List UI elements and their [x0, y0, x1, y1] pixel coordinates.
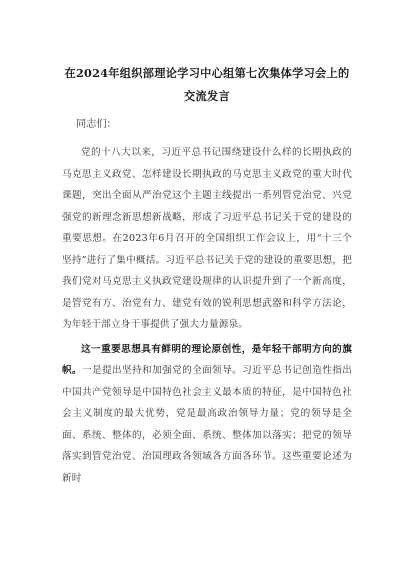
paragraph-1-text: 党的十八大以来，习近平总书记围绕建设什么样的长期执政的马克思主义政党、怎样建设长期执政的马克思主义政党的重大时代课题，突出全面从严治党这个主题主线提出一系列管党治党、兴党强党的新理念新思想新战略，形成了习近平总书记关于党的建设的重要思想。在2023年6月召开的全国组织工作会议上，用“十三个坚持”进行了集中概括。习近平总书记关于党的建设的重要思想，把我们党对马克思主义执政党建设规律的认识提升到了一个新高度，是管党有方、治党有力、建党有效的锐利思想武器和科学方法论，为年轻干部立身干事提供了强大力量源泉。: [62, 147, 352, 330]
paragraph-2-text: 一是提出坚持和加强党的全面领导。习近平总书记创造性指出中国共产党领导是中国特色社会主义最本质的特征，是中国特色社会主义制度的最大优势，党是最高政治领导力量；党的领导是全面、系统、整体的，必须全面、系统、整体加以落实；把党的领导落实到管党治党、治国理政各领域各方面各环节。这些重要论述为新时: [62, 365, 352, 484]
paragraph-2: [62, 339, 352, 490]
salutation: 同志们：: [76, 119, 117, 130]
document-body: [62, 62, 352, 489]
paragraph-2-lead: 这一重要思想具有鲜明的理论原创性，是年轻干部明方向的旗帜。: [62, 343, 352, 376]
document-title: 在2024年组织部理论学习中心组第七次集体学习会上的交流发言: [64, 66, 350, 103]
paragraph-1: [62, 142, 352, 336]
